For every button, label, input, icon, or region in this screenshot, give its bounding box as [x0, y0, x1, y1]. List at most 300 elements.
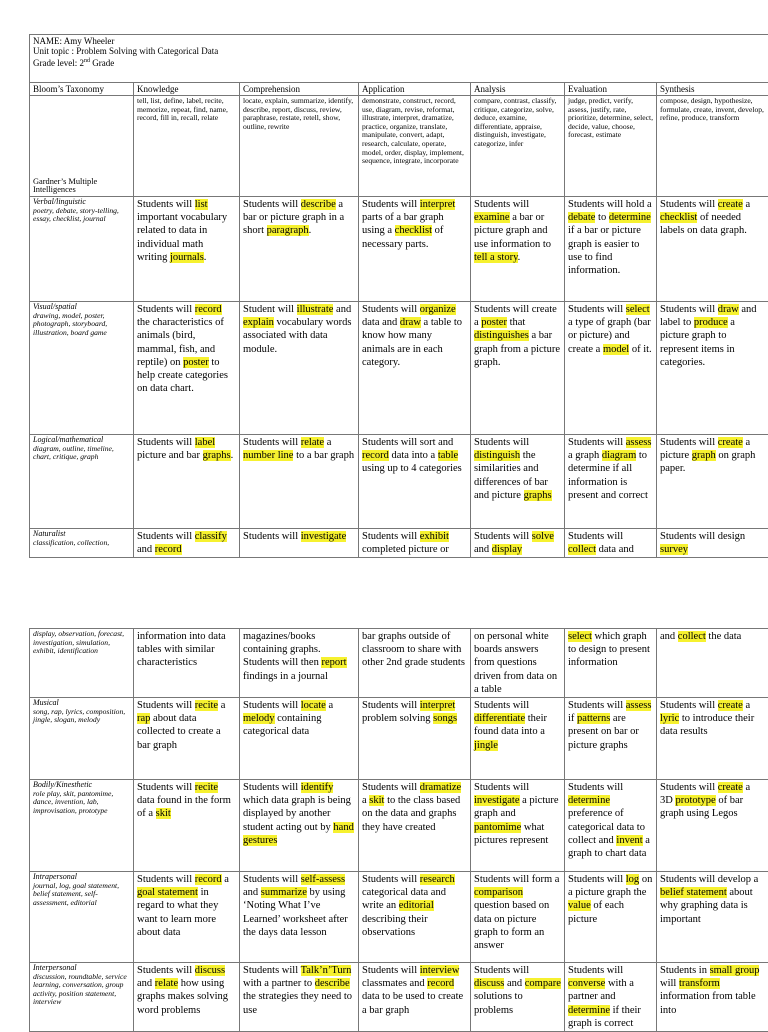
highlighted-verb: organize [420, 304, 456, 315]
activity-cell-analysis [471, 698, 565, 780]
activity-text: a picture graph to represent items in categories. [660, 317, 735, 368]
intelligence-cell [30, 963, 134, 1032]
activity-text: parts of a bar graph using a [362, 212, 444, 236]
activity-text: Students will [243, 199, 301, 210]
intelligence-cell [30, 629, 134, 698]
intelligence-activities: display, observation, forecast, investigation, simulation, exhibit, identification [33, 630, 130, 656]
activity-text: Students will [137, 304, 195, 315]
highlighted-verb: create [718, 199, 743, 210]
column-header-comprehension: Comprehension [240, 83, 359, 96]
highlighted-verb: determine [568, 795, 610, 806]
verbs-analysis: compare, contrast, classify, critique, categorize, solve, deduce, examine, differentiate, appraise, distinguish, investigate, categorize, infer [471, 96, 565, 197]
activity-text: Students will create a [474, 304, 557, 328]
activity-text: Students will [137, 965, 195, 976]
column-header-knowledge: Knowledge [134, 83, 240, 96]
intelligence-row [30, 872, 768, 963]
activity-text: Students will design [660, 531, 745, 542]
highlighted-verb: explain [243, 317, 274, 328]
intelligence-name: Interpersonal [33, 964, 130, 973]
intelligence-cell [30, 780, 134, 872]
intelligence-row [30, 197, 768, 302]
highlighted-verb: prototype [675, 795, 715, 806]
activity-text: a [222, 874, 229, 885]
intelligence-row [30, 629, 768, 698]
highlighted-verb: songs [433, 713, 457, 724]
activity-text: solutions to problems [474, 991, 523, 1015]
verbs-synthesis: compose, design, hypothesize, formulate, create, invent, develop, refine, produce, transform [657, 96, 768, 197]
activity-cell-analysis [471, 780, 565, 872]
intelligence-row [30, 529, 768, 558]
activity-text: using up to 4 categories [362, 463, 462, 474]
intelligence-activities: diagram, outline, timeline, chart, critique, graph [33, 445, 130, 462]
highlighted-verb: examine [474, 212, 510, 223]
activity-text: Students will [660, 304, 718, 315]
activity-text: Students will [362, 965, 420, 976]
activity-text: Students will [362, 700, 420, 711]
activity-cell-evaluation [565, 780, 657, 872]
activity-text: data and [362, 317, 400, 328]
highlighted-verb: survey [660, 544, 688, 555]
highlighted-verb: discuss [474, 978, 504, 989]
activity-cell-comprehension [240, 872, 359, 963]
activity-text: categorical data and write an [362, 887, 446, 911]
activity-text: data into a [389, 450, 438, 461]
intelligence-row [30, 302, 768, 435]
activity-text: classmates and [362, 978, 427, 989]
intelligence-row [30, 963, 768, 1032]
activity-text: completed picture or [362, 544, 449, 555]
highlighted-verb: identify [301, 782, 334, 793]
activity-text: Students will form a [474, 874, 559, 885]
highlighted-verb: melody [243, 713, 275, 724]
activity-text: and label to [660, 304, 757, 328]
activity-text: Students will [137, 700, 195, 711]
activity-cell-evaluation [565, 963, 657, 1032]
activity-text: Students will [660, 782, 718, 793]
activity-text: question based on data on picture graph to form an answer [474, 900, 549, 951]
activity-text: data to be used to create a bar graph [362, 991, 463, 1015]
activity-text: Students will [568, 700, 626, 711]
gardner-title-cell [30, 96, 134, 197]
activity-text: will [660, 978, 679, 989]
highlighted-verb: pantomime [474, 822, 521, 833]
highlighted-verb: label [195, 437, 215, 448]
activity-cell-knowledge [134, 780, 240, 872]
activity-cell-comprehension [240, 963, 359, 1032]
activity-cell-synthesis [657, 629, 768, 698]
highlighted-verb: assess [626, 437, 652, 448]
activity-text: a bar graph from a picture graph. [474, 330, 560, 367]
highlighted-verb: model [603, 344, 629, 355]
activity-text: Students will hold a [568, 199, 652, 210]
activity-text: and [474, 544, 492, 555]
activity-text: about data collected to create a bar graph [137, 713, 221, 750]
lesson-matrix-table-part-1 [29, 34, 768, 558]
activity-cell-application [359, 780, 471, 872]
highlighted-verb: dramatize [420, 782, 461, 793]
page1-rows [30, 197, 768, 558]
highlighted-verb: distinguishes [474, 330, 529, 341]
highlighted-verb: locate [301, 700, 326, 711]
intelligence-name: Bodily/Kinesthetic [33, 781, 130, 790]
highlighted-verb: investigate [301, 531, 347, 542]
activity-text: Students will [137, 782, 195, 793]
activity-text: Students will [474, 965, 529, 976]
verbs-knowledge: tell, list, define, label, recite, memorize, repeat, find, name, record, fill in, recall, relate [134, 96, 240, 197]
highlighted-verb: draw [400, 317, 421, 328]
column-header-analysis: Analysis [471, 83, 565, 96]
highlighted-verb: rap [137, 713, 150, 724]
activity-text: on graph paper. [660, 450, 755, 474]
intelligence-cell [30, 529, 134, 558]
highlighted-verb: poster [481, 317, 507, 328]
activity-cell-analysis [471, 435, 565, 529]
column-header-synthesis: Synthesis [657, 83, 768, 96]
activity-text: are present on bar or picture graphs [568, 713, 639, 750]
highlighted-verb: select [626, 304, 650, 315]
activity-text: a type of graph (bar or picture) and create a [568, 317, 651, 354]
activity-text: on personal white boards answers from questions driven from data on a table [474, 631, 557, 695]
activity-cell-comprehension [240, 780, 359, 872]
activity-text: Students will [137, 531, 195, 542]
activity-text: Student will [243, 304, 297, 315]
highlighted-verb: create [718, 700, 743, 711]
activity-text: Students will [362, 199, 420, 210]
activity-cell-application [359, 698, 471, 780]
activity-cell-comprehension [240, 698, 359, 780]
highlighted-verb: value [568, 900, 591, 911]
page2-rows [30, 629, 768, 1032]
activity-text: and [504, 978, 524, 989]
intelligence-row [30, 780, 768, 872]
highlighted-verb: small group [710, 965, 760, 976]
highlighted-verb: illustrate [297, 304, 334, 315]
intelligence-activities: song, rap, lyrics, composition, jingle, slogan, melody [33, 708, 130, 725]
activity-text: Students will [243, 965, 301, 976]
highlighted-verb: transform [679, 978, 720, 989]
activity-text: what pictures represent [474, 822, 548, 846]
activity-text: magazines/books containing graphs. Students will then [243, 631, 321, 668]
highlighted-verb: determine [609, 212, 651, 223]
highlighted-verb: interview [420, 965, 460, 976]
activity-text: a graph [568, 450, 602, 461]
activity-cell-synthesis [657, 698, 768, 780]
activity-text: Students will [474, 700, 529, 711]
highlighted-verb: select [568, 631, 592, 642]
intelligence-cell [30, 872, 134, 963]
highlighted-verb: interpret [420, 700, 456, 711]
activity-cell-synthesis [657, 963, 768, 1032]
highlighted-verb: classify [195, 531, 227, 542]
activity-cell-knowledge [134, 872, 240, 963]
activity-text: Students will [362, 874, 420, 885]
activity-cell-application [359, 529, 471, 558]
highlighted-verb: compare [525, 978, 561, 989]
activity-cell-application [359, 872, 471, 963]
gardner-title: Gardner’s Multiple Intelligences [33, 177, 97, 195]
activity-text: a [326, 700, 333, 711]
activity-cell-synthesis [657, 872, 768, 963]
activity-text: in regard to what they want to learn more about data [137, 887, 218, 938]
highlighted-verb: poster [183, 357, 209, 368]
highlighted-verb: describe [301, 199, 336, 210]
activity-text: data and [596, 544, 634, 555]
intelligence-row [30, 435, 768, 529]
highlighted-verb: graphs [524, 490, 552, 501]
highlighted-verb: editorial [399, 900, 434, 911]
highlighted-verb: interpret [420, 199, 456, 210]
activity-cell-knowledge [134, 435, 240, 529]
highlighted-verb: assess [626, 700, 652, 711]
highlighted-verb: discuss [195, 965, 225, 976]
activity-text: Students will [243, 531, 301, 542]
activity-text: Students will [474, 782, 529, 793]
highlighted-verb: record [362, 450, 389, 461]
intelligence-activities: poetry, debate, story-telling, essay, checklist, journal [33, 207, 130, 224]
highlighted-verb: collect [678, 631, 706, 642]
activity-cell-evaluation [565, 302, 657, 435]
activity-text: Students will [243, 782, 301, 793]
activity-text: and [137, 544, 155, 555]
highlighted-verb: research [420, 874, 455, 885]
activity-cell-evaluation [565, 197, 657, 302]
intelligence-cell [30, 302, 134, 435]
activity-text: the data [706, 631, 742, 642]
activity-text: Students will [362, 304, 420, 315]
activity-cell-application [359, 302, 471, 435]
activity-text: of each picture [568, 900, 624, 924]
activity-text: to help create categories on data chart. [137, 357, 228, 394]
activity-text: to a bar graph [293, 450, 354, 461]
highlighted-verb: paragraph [267, 225, 309, 236]
highlighted-verb: recite [195, 782, 218, 793]
activity-text: Students in [660, 965, 710, 976]
highlighted-verb: checklist [395, 225, 432, 236]
highlighted-verb: relate [301, 437, 324, 448]
column-header-blooms: Bloom’s Taxonomy [30, 83, 134, 96]
verbs-application: demonstrate, construct, record, use, diagram, revise, reformat, illustrate, interpret, dramatize, practice, organize, translate, manipulate, convert, adapt, research, calculate, operate, model, order, display, implement, sequence, integrate, incorporate [359, 96, 471, 197]
activity-text: Students will [568, 437, 626, 448]
activity-text: if [568, 713, 577, 724]
activity-text: and [660, 631, 678, 642]
highlighted-verb: table [438, 450, 458, 461]
activity-text: of bar graph using Legos [660, 795, 743, 819]
activity-text: Students will [137, 437, 195, 448]
activity-cell-synthesis [657, 780, 768, 872]
activity-text: Students will [474, 531, 532, 542]
highlighted-verb: number line [243, 450, 293, 461]
activity-text: the strategies they need to use [243, 991, 352, 1015]
highlighted-verb: create [718, 437, 743, 448]
highlighted-verb: self-assess [301, 874, 345, 885]
intelligence-activities: journal, log, goal statement, belief statement, self-assessment, editorial [33, 882, 130, 908]
activity-cell-synthesis [657, 302, 768, 435]
activity-text: a picture graph and [474, 795, 559, 819]
intelligence-cell [30, 698, 134, 780]
activity-text: preference of categorical data to collect and [568, 808, 645, 845]
activity-text: information into data tables with similar characteristics [137, 631, 226, 668]
activity-text: bar graphs outside of classroom to share with other 2nd grade students [362, 631, 465, 668]
activity-text: and [333, 304, 351, 315]
activity-text: by using ‘Noting What I’ve Learned’ worksheet after the days data lesson [243, 887, 348, 938]
intelligence-name: Logical/mathematical [33, 436, 130, 445]
highlighted-verb: invent [616, 835, 642, 846]
activity-text: a bar or picture graph in a short [243, 199, 344, 236]
highlighted-verb: report [321, 657, 346, 668]
activity-cell-knowledge [134, 629, 240, 698]
activity-cell-analysis [471, 197, 565, 302]
activity-text: . [204, 252, 207, 263]
intelligence-activities: drawing, model, poster, photograph, storyboard, illustration, board game [33, 312, 130, 338]
activity-text: vocabulary words associated with data module. [243, 317, 351, 354]
grade-level: Grade level: 2nd Grade [33, 56, 765, 68]
activity-text: Students will [243, 437, 301, 448]
activity-cell-comprehension [240, 629, 359, 698]
highlighted-verb: draw [718, 304, 739, 315]
activity-cell-knowledge [134, 963, 240, 1032]
activity-text: Students will [243, 700, 301, 711]
highlighted-verb: investigate [474, 795, 520, 806]
highlighted-verb: debate [568, 212, 595, 223]
activity-text: Students will [568, 965, 623, 976]
activity-text: . [309, 225, 312, 236]
highlighted-verb: Talk’n’Turn [301, 965, 352, 976]
activity-text: a [362, 795, 369, 806]
activity-text: Students will develop a [660, 874, 758, 885]
activity-text: Students will [568, 304, 626, 315]
activity-cell-analysis [471, 629, 565, 698]
intelligence-row [30, 698, 768, 780]
activity-cell-evaluation [565, 629, 657, 698]
activity-cell-knowledge [134, 698, 240, 780]
activity-text: of necessary parts. [362, 225, 443, 249]
activity-text: findings in a journal [243, 671, 328, 682]
intelligence-name: Verbal/linguistic [33, 198, 130, 207]
highlighted-verb: hand gestures [243, 822, 354, 846]
activity-text: to [595, 212, 608, 223]
activity-text: if a bar or picture graph is easier to use to find information. [568, 225, 641, 276]
intelligence-name: Naturalist [33, 530, 130, 539]
activity-text: Students will [660, 700, 718, 711]
activity-text: and [243, 887, 261, 898]
highlighted-verb: skit [369, 795, 384, 806]
activity-text: a [324, 437, 331, 448]
activity-text: a [743, 700, 750, 711]
highlighted-verb: determine [568, 1005, 610, 1016]
activity-text: Students will [137, 199, 195, 210]
activity-cell-synthesis [657, 529, 768, 558]
activity-cell-application [359, 435, 471, 529]
highlighted-verb: produce [694, 317, 728, 328]
highlighted-verb: list [195, 199, 208, 210]
activity-text: a [218, 700, 225, 711]
activity-text: important vocabulary related to data in individual math writing [137, 212, 227, 263]
activity-text: a [743, 199, 750, 210]
highlighted-verb: converse [568, 978, 605, 989]
activity-cell-analysis [471, 963, 565, 1032]
highlighted-verb: solve [532, 531, 554, 542]
activity-text: of it. [629, 344, 651, 355]
highlighted-verb: journals [170, 252, 204, 263]
highlighted-verb: lyric [660, 713, 679, 724]
intelligence-activities: role play, skit, pantomime, dance, invention, lab, improvisation, prototype [33, 790, 130, 816]
activity-text: Students will [362, 531, 420, 542]
activity-cell-application [359, 197, 471, 302]
highlighted-verb: belief statement [660, 887, 727, 898]
document-page-2 [0, 600, 768, 1024]
activity-text: a bar or picture graph and use information to [474, 212, 551, 249]
activity-cell-application [359, 629, 471, 698]
activity-text: about why graphing data is important [660, 887, 753, 924]
activity-cell-knowledge [134, 302, 240, 435]
activity-text: of needed labels on data graph. [660, 212, 747, 236]
activity-cell-synthesis [657, 197, 768, 302]
activity-text: the characteristics of animals (bird, mammal, fish, and reptile) on [137, 317, 224, 368]
intelligence-activities: classification, collection, [33, 539, 130, 548]
activity-cell-evaluation [565, 872, 657, 963]
activity-text: describing their observations [362, 914, 428, 938]
highlighted-verb: jingle [474, 740, 498, 751]
verbs-evaluation: judge, predict, verify, assess, justify, rate, prioritize, determine, select, decide, value, choose, forecast, estimate [565, 96, 657, 197]
activity-text: Students will [568, 782, 623, 793]
activity-text: which data graph is being displayed by another student acting out by [243, 795, 351, 832]
activity-text: and [137, 978, 155, 989]
activity-cell-comprehension [240, 302, 359, 435]
activity-text: a picture [660, 437, 750, 461]
activity-text: to introduce their data results [660, 713, 754, 737]
activity-cell-knowledge [134, 529, 240, 558]
highlighted-verb: goal statement [137, 887, 198, 898]
highlighted-verb: record [195, 874, 222, 885]
intelligence-name: Intrapersonal [33, 873, 130, 882]
verbs-comprehension: locate, explain, summarize, identify, describe, report, discuss, review, paraphrase, restate, retell, show, outline, rewrite [240, 96, 359, 197]
activity-text: Students will [137, 874, 195, 885]
activity-text: a graph to chart data [568, 835, 650, 859]
highlighted-verb: graph [692, 450, 716, 461]
activity-text: how using graphs makes solving word problems [137, 978, 228, 1015]
activity-cell-application [359, 963, 471, 1032]
activity-cell-analysis [471, 302, 565, 435]
activity-text: Students will [474, 437, 529, 448]
activity-text: picture and bar [137, 450, 203, 461]
activity-cell-synthesis [657, 435, 768, 529]
activity-text: a table to know how many animals are in each category. [362, 317, 462, 368]
intelligence-cell [30, 197, 134, 302]
activity-text: to the class based on the data and graphs they have created [362, 795, 460, 832]
highlighted-verb: relate [155, 978, 178, 989]
activity-cell-comprehension [240, 529, 359, 558]
highlighted-verb: log [626, 874, 639, 885]
activity-text: Students will [362, 782, 420, 793]
activity-text: information from table into [660, 991, 756, 1015]
activity-cell-analysis [471, 529, 565, 558]
activity-text: Students will [660, 199, 718, 210]
highlighted-verb: record [195, 304, 222, 315]
intelligence-name: Musical [33, 699, 130, 708]
highlighted-verb: record [155, 544, 182, 555]
column-header-application: Application [359, 83, 471, 96]
column-header-row [30, 83, 768, 96]
activity-text: on a picture graph the [568, 874, 652, 898]
activity-text: Students will [660, 437, 718, 448]
activity-cell-evaluation [565, 698, 657, 780]
activity-text: Students will sort and [362, 437, 453, 448]
highlighted-verb: recite [195, 700, 218, 711]
unit-topic: Unit topic : Problem Solving with Categorical Data [33, 46, 765, 56]
highlighted-verb: distinguish [474, 450, 520, 461]
highlighted-verb: exhibit [420, 531, 449, 542]
activity-text: Students will [474, 199, 529, 210]
